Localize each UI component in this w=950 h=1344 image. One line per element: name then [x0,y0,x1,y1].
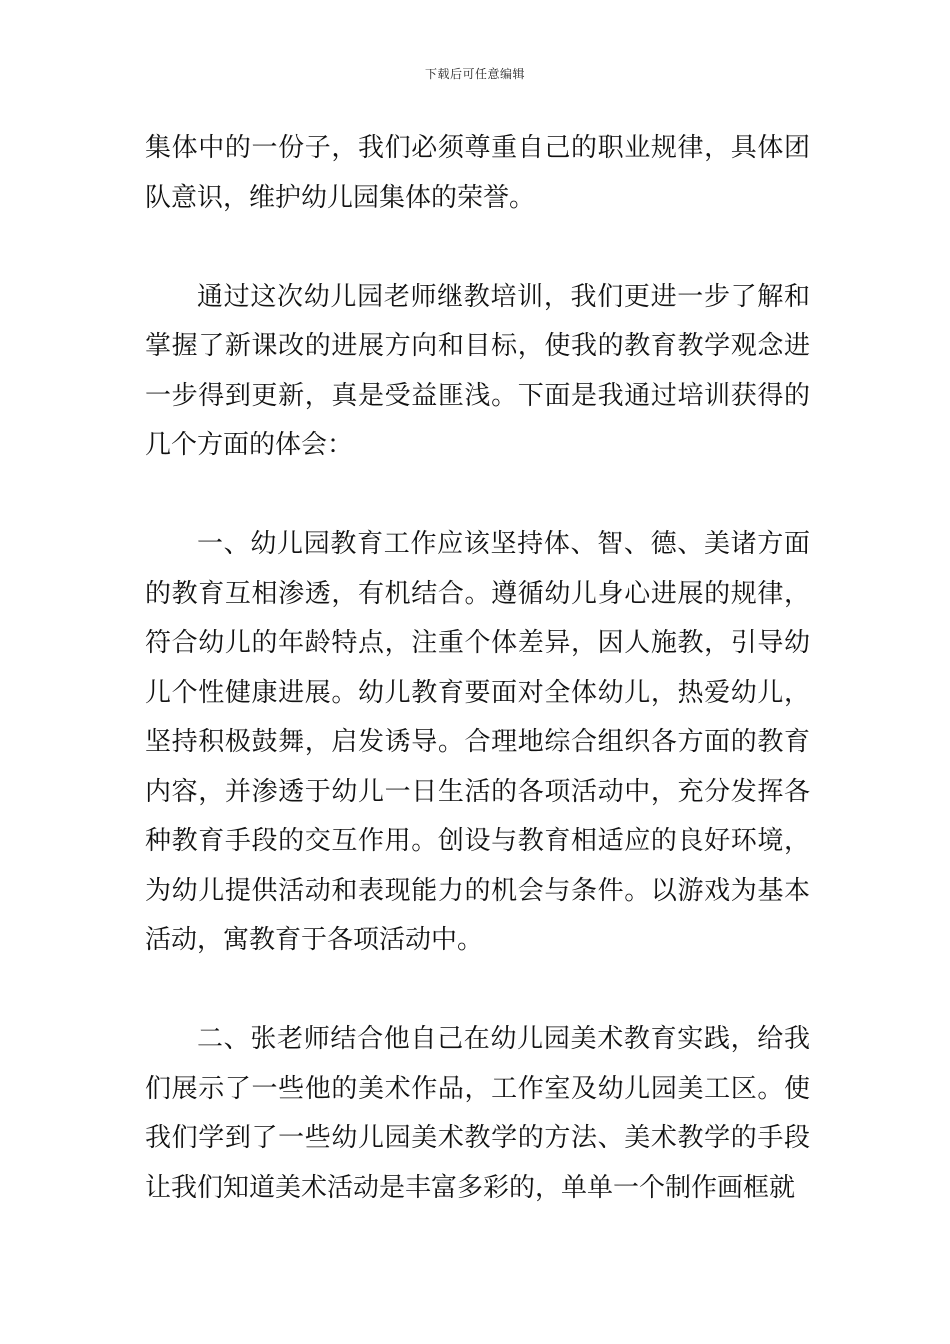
document-body [145,124,810,1213]
paragraph-intro: 通过这次幼儿园老师继教培训，我们更进一步了解和掌握了新课改的进展方向和目标，使我的教育教学观念进一步得到更新，真是受益匪浅。下面是我通过培训获得的几个方面的体会： [145,281,810,460]
page-header: 下载后可任意编辑 [424,67,525,81]
paragraph-point-two: 二、张老师结合他自己在幼儿园美术教育实践，给我们展示了一些他的美术作品，工作室及幼儿园美工区。使我们学到了一些幼儿园美术教学的方法、美术教学的手段让我们知道美术活动是丰富多彩的，单单一个制作画框就 [145,1024,810,1203]
paragraph-continuation: 集体中的一份子，我们必须尊重自己的职业规律，具体团队意识，维护幼儿园集体的荣誉。 [145,133,810,213]
paragraph-point-one: 一、幼儿园教育工作应该坚持体、智、德、美诸方面的教育互相渗透，有机结合。遵循幼儿身心进展的规律，符合幼儿的年龄特点，注重个体差异，因人施教，引导幼儿个性健康进展。幼儿教育要面对全体幼儿，热爱幼儿，坚持积极鼓舞，启发诱导。合理地综合组织各方面的教育内容，并渗透于幼儿一日生活的各项活动中，充分发挥各种教育手段的交互作用。创设与教育相适应的良好环境，为幼儿提供活动和表现能力的机会与条件。以游戏为基本活动，寓教育于各项活动中。 [145,529,810,955]
